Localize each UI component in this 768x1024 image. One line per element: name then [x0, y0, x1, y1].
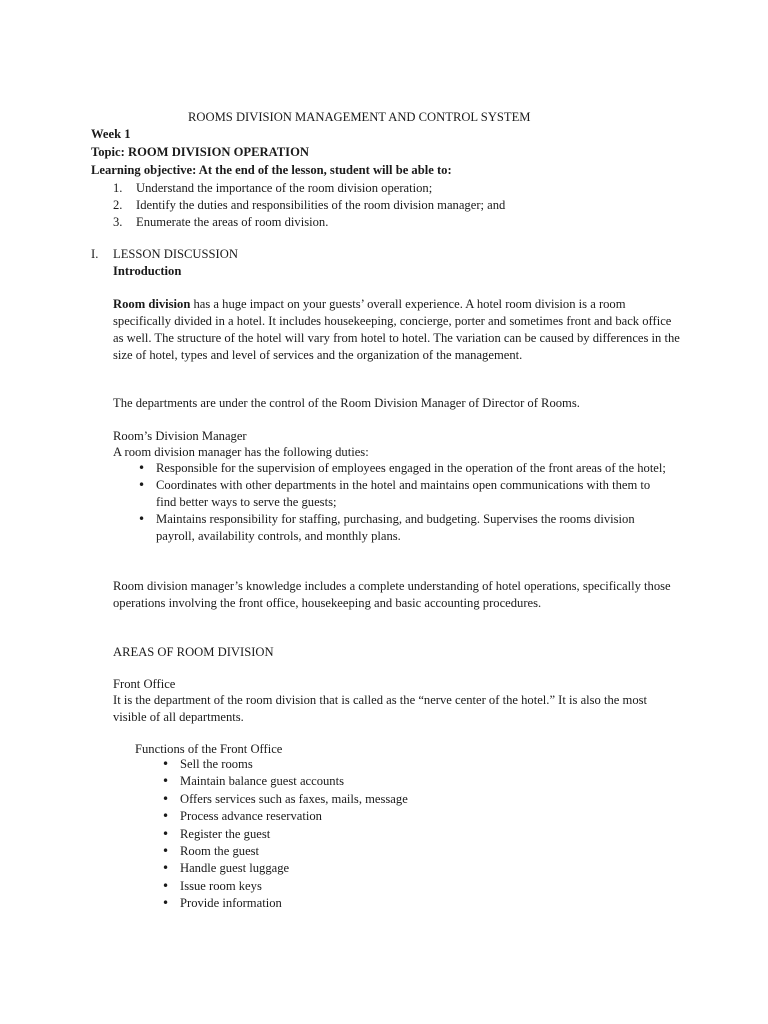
list-item: • Process advance reservation: [157, 808, 657, 825]
manager-heading: Room’s Division Manager: [113, 429, 247, 443]
areas-heading: AREAS OF ROOM DIVISION: [113, 645, 274, 659]
list-item: • Coordinates with other departments in the hotel and maintains open communications with them to find better ways to serve the guests;: [133, 477, 673, 511]
list-item: • Register the guest: [157, 826, 657, 843]
manager-duties-lead: A room division manager has the following duties:: [113, 445, 369, 459]
room-division-term: Room division: [113, 297, 191, 311]
manager-duties-list: [133, 460, 673, 545]
objective-item: 2. Identify the duties and responsibilities of the room division manager; and: [113, 198, 506, 212]
list-item: • Provide information: [157, 895, 657, 912]
front-office-heading: Front Office: [113, 677, 176, 691]
departments-paragraph: The departments are under the control of the Room Division Manager of Director of Rooms.: [113, 396, 580, 410]
introduction-heading: Introduction: [113, 264, 182, 278]
list-item: • Sell the rooms: [157, 756, 657, 773]
list-item: • Maintains responsibility for staffing, purchasing, and budgeting. Supervises the rooms division payroll, availability controls, and monthly plans.: [133, 511, 673, 545]
section-numeral: I.: [91, 247, 99, 261]
list-item: • Handle guest luggage: [157, 860, 657, 877]
topic-heading: Topic: ROOM DIVISION OPERATION: [91, 145, 309, 159]
objectives-list: [113, 180, 505, 231]
week-label: Week 1: [91, 127, 131, 141]
list-item: • Offers services such as faxes, mails, message: [157, 791, 657, 808]
objective-item: 1. Understand the importance of the room division operation;: [113, 181, 433, 195]
front-office-paragraph: It is the department of the room division that is called as the “nerve center of the hotel.” It is also the most visible of all departments.: [113, 693, 648, 724]
intro-paragraph: Room division has a huge impact on your guests’ overall experience. A hotel room division is a room specifically divided in a hotel. It includes housekeeping, concierge, porter and sometimes front and back office as well. The structure of the hotel will vary from hotel to hotel. The variation can be caused by differences in the size of hotel, types and level of services and the organization of the management.: [113, 297, 680, 362]
manager-knowledge-paragraph: Room division manager’s knowledge includes a complete understanding of hotel operations, specifically those operations involving the front office, housekeeping and basic accounting procedures.: [113, 579, 671, 610]
section-heading: LESSON DISCUSSION: [113, 247, 238, 261]
list-item: • Issue room keys: [157, 878, 657, 895]
list-item: • Room the guest: [157, 843, 657, 860]
objective-item: 3. Enumerate the areas of room division.: [113, 215, 329, 229]
list-item: • Maintain balance guest accounts: [157, 773, 657, 790]
functions-heading: Functions of the Front Office: [135, 742, 283, 756]
learning-objective-heading: Learning objective: At the end of the lesson, student will be able to:: [91, 163, 452, 177]
front-office-functions-list: [157, 756, 657, 913]
list-item: • Responsible for the supervision of employees engaged in the operation of the front areas of the hotel;: [133, 460, 673, 477]
document-title: ROOMS DIVISION MANAGEMENT AND CONTROL SYSTEM: [188, 110, 531, 124]
